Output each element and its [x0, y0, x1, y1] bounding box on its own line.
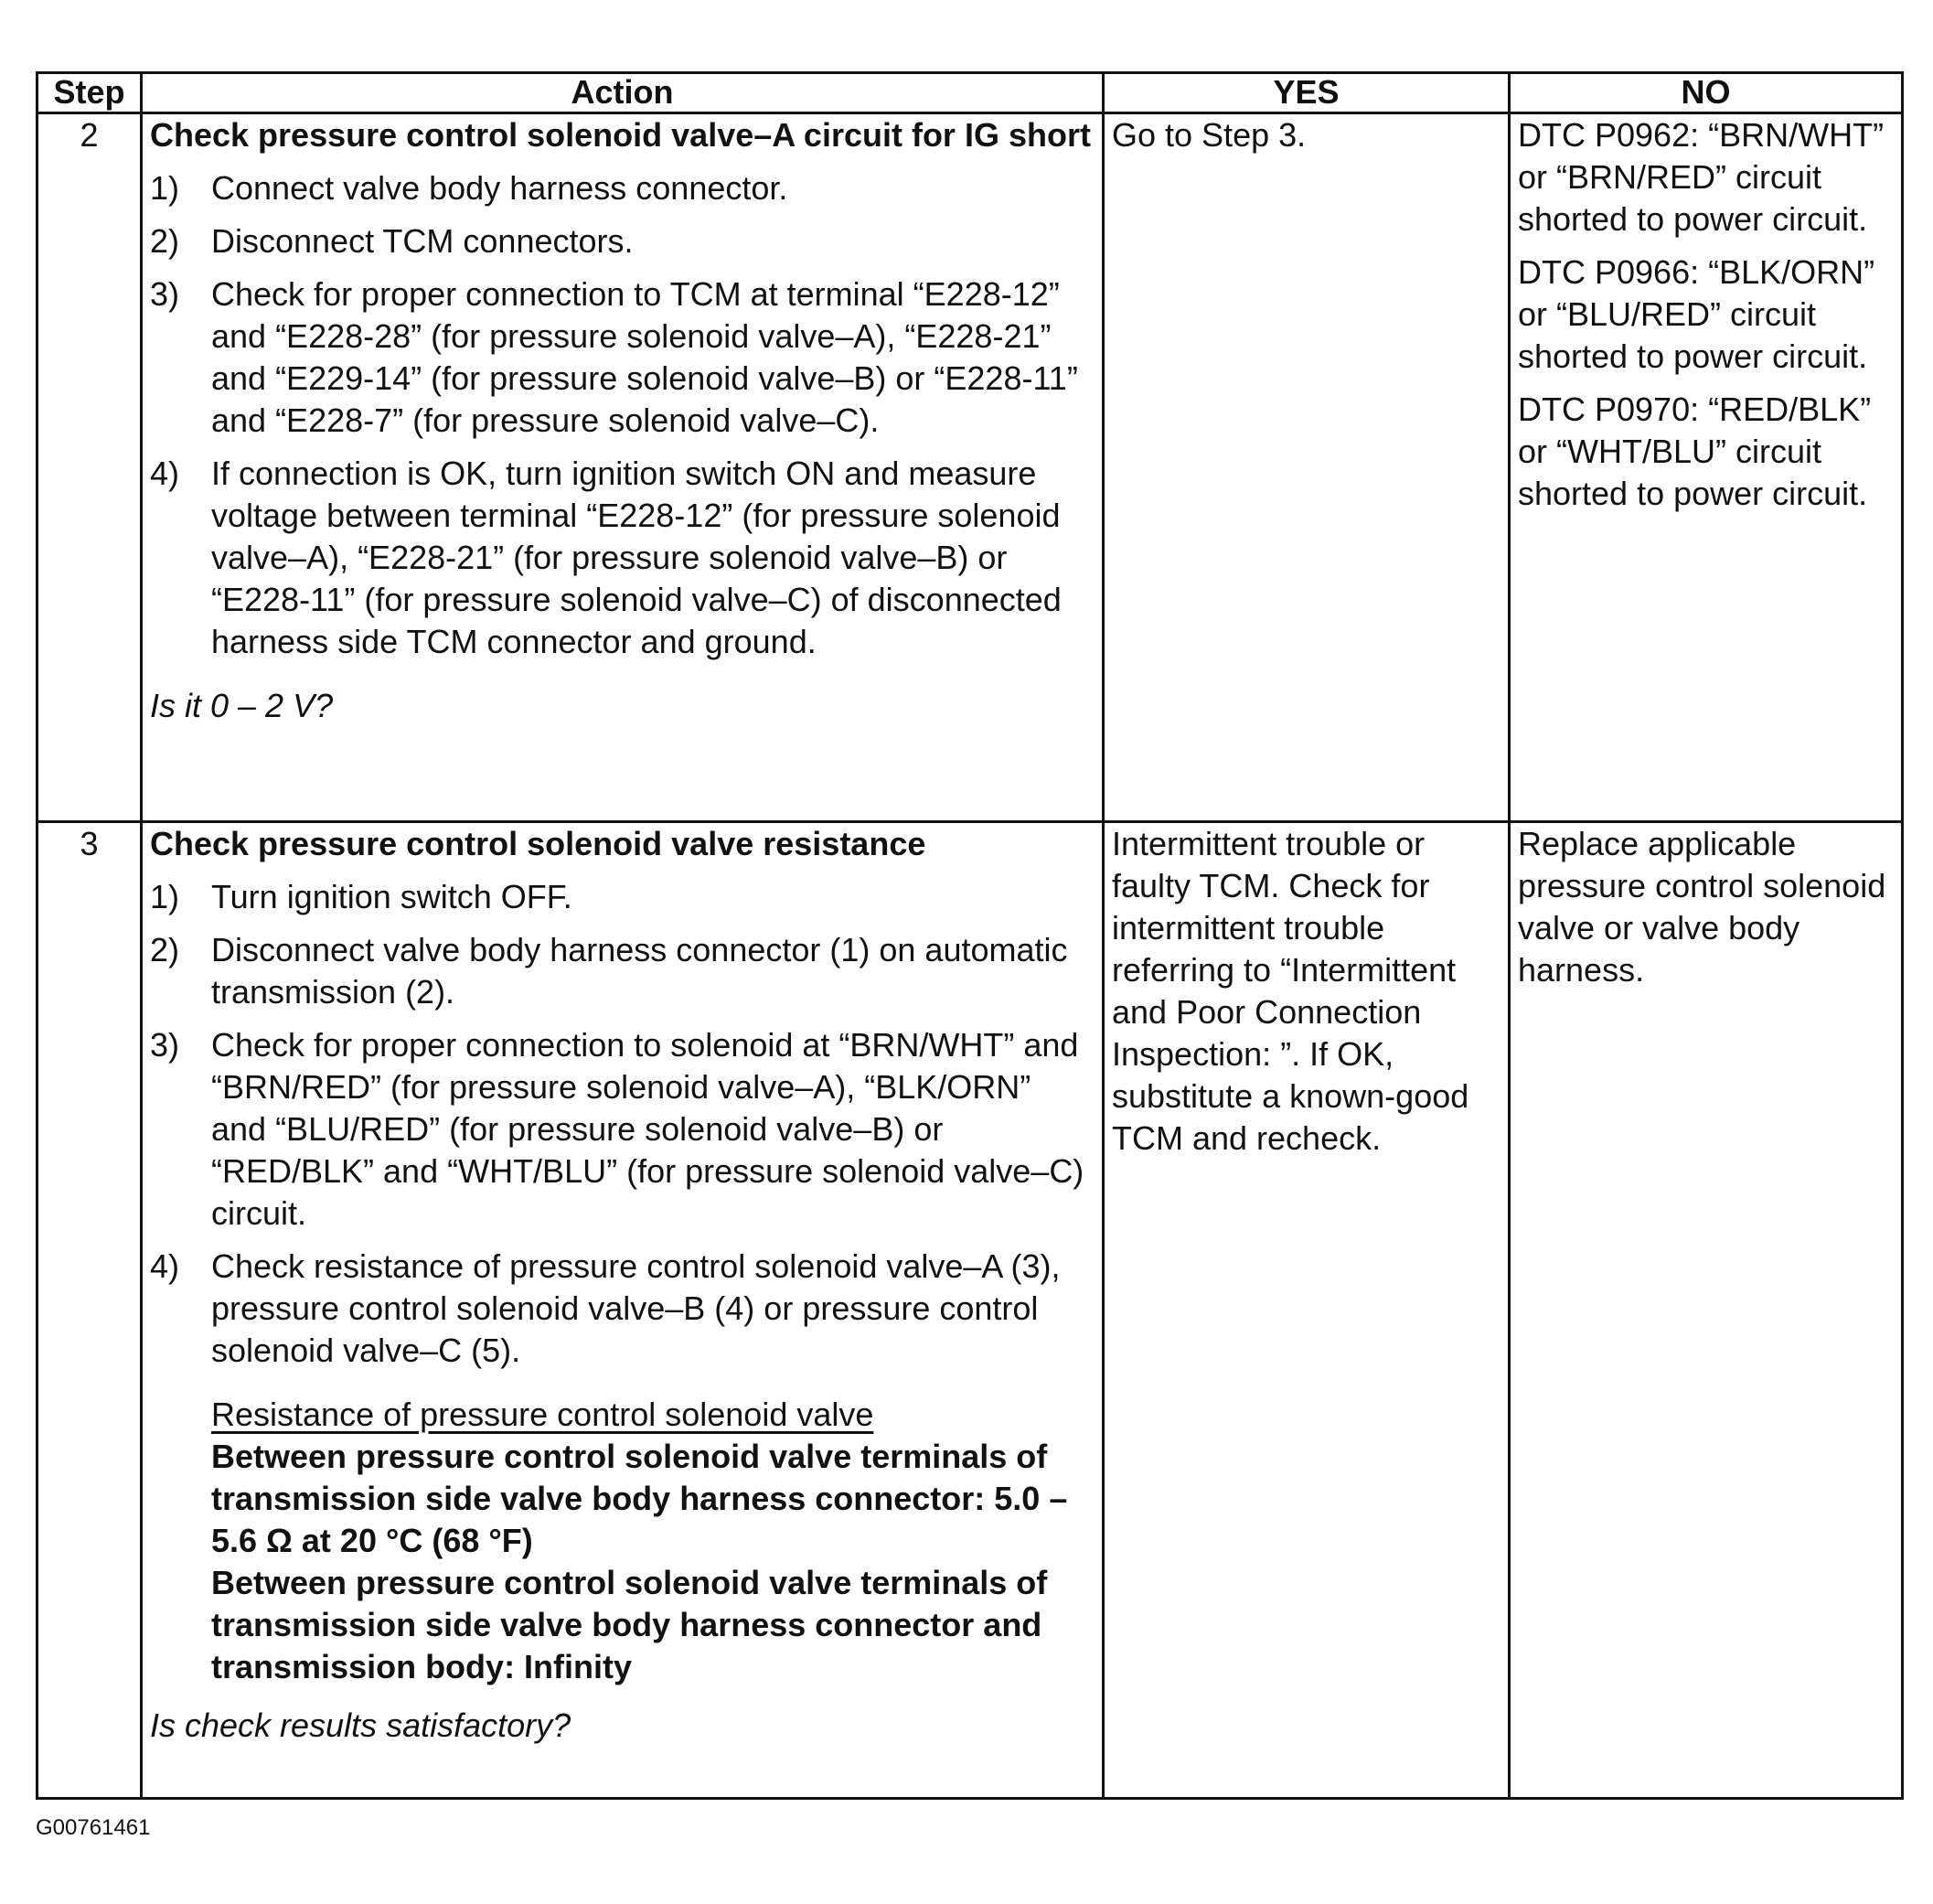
action-steps — [150, 876, 1095, 1372]
step-text: Disconnect valve body harness connector (1) on automatic transmission (2). — [211, 931, 1068, 1011]
yes-cell: Intermittent trouble or faulty TCM. Check for intermittent trouble referring to “Intermittent and Poor Connection Inspection: ”. If OK, substitute a known-good TCM and recheck. — [1104, 822, 1510, 1799]
step-index: 4) — [150, 1247, 180, 1285]
step-index: 3) — [150, 275, 180, 313]
action-step — [150, 273, 1095, 442]
action-cell — [142, 113, 1104, 822]
action-title: Check pressure control solenoid valve resistance — [150, 825, 926, 862]
step-text: Check for proper connection to TCM at terminal “E228-12” and “E228-28” (for pressure solenoid valve–A), “E228-21” and “E229-14” (for pressure solenoid valve–B) or “E228-11” and “E228-7” (for pressure solenoid valve–C). — [211, 275, 1078, 439]
step-index: 2) — [150, 931, 180, 968]
table-row-step-3 — [37, 822, 1903, 1799]
table-row-step-2 — [37, 113, 1903, 822]
step-number: 3 — [37, 822, 142, 1799]
figure-id: G00761461 — [36, 1815, 151, 1840]
step-text: Turn ignition switch OFF. — [211, 878, 572, 915]
action-title: Check pressure control solenoid valve–A circuit for IG short — [150, 116, 1091, 154]
action-step — [150, 1246, 1095, 1372]
action-step — [150, 1024, 1095, 1235]
action-step — [150, 167, 1095, 209]
table-header-row — [37, 73, 1903, 113]
action-step — [150, 876, 1095, 918]
step-index: 1) — [150, 878, 180, 915]
no-item: DTC P0962: “BRN/WHT” or “BRN/RED” circuit shorted to power circuit. — [1518, 116, 1885, 238]
step-text: Connect valve body harness connector. — [211, 169, 788, 207]
step-number: 2 — [37, 113, 142, 822]
step-text: Check resistance of pressure control solenoid valve–A (3), pressure control solenoid valve–B (4) or pressure control solenoid valve–C (5). — [211, 1247, 1061, 1369]
action-question: Is it 0 – 2 V? — [150, 687, 334, 724]
action-steps — [150, 167, 1095, 663]
action-question: Is check results satisfactory? — [150, 1706, 571, 1744]
header-yes: YES — [1104, 73, 1510, 113]
no-item: DTC P0966: “BLK/ORN” or “BLU/RED” circuit shorted to power circuit. — [1518, 253, 1875, 375]
spec-line: Between pressure control solenoid valve terminals of transmission side valve body harness connector: 5.0 – 5.6 Ω at 20 °C (68 °F) — [211, 1438, 1068, 1559]
action-step — [150, 453, 1095, 663]
yes-cell: Go to Step 3. — [1104, 113, 1510, 822]
action-cell — [142, 822, 1104, 1799]
header-no: NO — [1510, 73, 1903, 113]
no-item: DTC P0970: “RED/BLK” or “WHT/BLU” circuit shorted to power circuit. — [1518, 390, 1872, 512]
header-step: Step — [37, 73, 142, 113]
spec-title: Resistance of pressure control solenoid valve — [211, 1396, 874, 1433]
resistance-spec — [211, 1394, 1095, 1688]
no-cell — [1510, 113, 1903, 822]
action-step — [150, 929, 1095, 1013]
action-step — [150, 220, 1095, 262]
step-text: Check for proper connection to solenoid at “BRN/WHT” and “BRN/RED” (for pressure solenoid valve–A), “BLK/ORN” and “BLU/RED” (for pressure solenoid valve–B) or “RED/BLK” and “WHT/BLU” (for pressure solenoid valve–C) circuit. — [211, 1026, 1084, 1232]
step-index: 2) — [150, 222, 180, 260]
step-text: Disconnect TCM connectors. — [211, 222, 634, 260]
header-action: Action — [142, 73, 1104, 113]
spec-line: Between pressure control solenoid valve terminals of transmission side valve body harness connector and transmission body: Infinity — [211, 1564, 1048, 1685]
step-index: 3) — [150, 1026, 180, 1064]
no-item: Replace applicable pressure control solenoid valve or valve body harness. — [1518, 825, 1886, 989]
step-text: If connection is OK, turn ignition switch ON and measure voltage between terminal “E228-12” (for pressure solenoid valve–A), “E228-21” (for pressure solenoid valve–B) or “E228-11” (for pressure solenoid valve–C) of disconnected harness side TCM connector and ground. — [211, 455, 1062, 660]
no-cell — [1510, 822, 1903, 1799]
step-index: 4) — [150, 455, 180, 492]
diagnostic-table — [36, 71, 1904, 1800]
step-index: 1) — [150, 169, 180, 207]
